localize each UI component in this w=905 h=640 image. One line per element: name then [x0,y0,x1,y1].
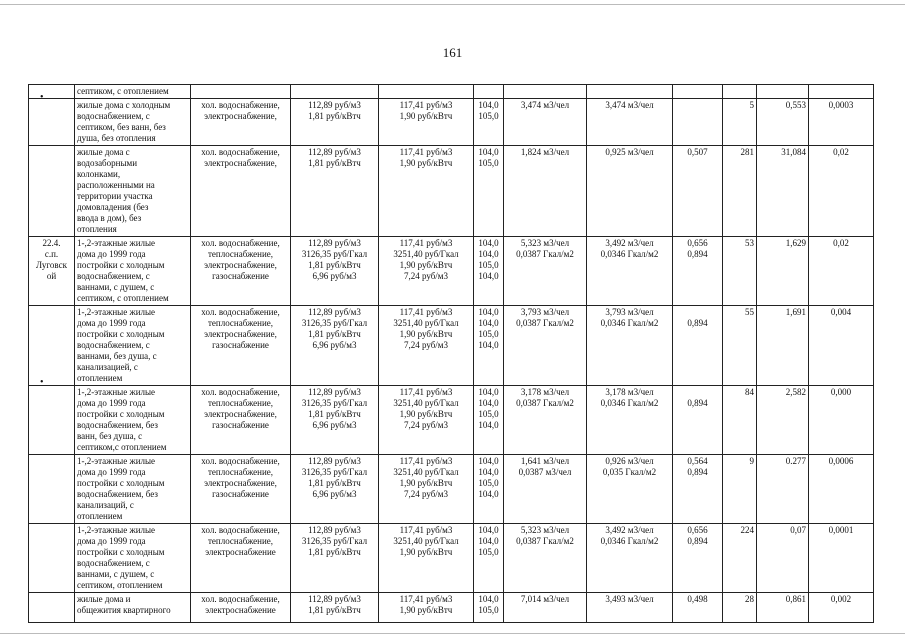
cell-share: 0,0003 [809,99,874,146]
cell-count: 9 [723,455,757,524]
cell-tariff-current: 112,89 руб/м3 3126,35 руб/Гкал 1,81 руб/кВтч 6,96 руб/м3 [291,237,379,306]
cell-tariff-current: 112,89 руб/м3 1,81 руб/кВтч [291,146,379,237]
cell-count [723,85,757,99]
cell-coefficient: 0,894 [673,306,723,386]
cell-norm-new: 3,492 м3/чел 0,0346 Гкал/м2 [587,524,673,593]
cell-tariff-current: 112,89 руб/м3 1,81 руб/кВтч [291,99,379,146]
cell-building-type: жилые дома с холодным водоснабжением, с септиком, без ванн, без душа, без отопления [75,99,191,146]
cell-section [29,85,75,99]
cell-coefficient [673,99,723,146]
cell-building-type: 1-,2-этажные жилые дома до 1999 года постройки с холодным водоснабжением, с ваннами, с душем, с септиком, с отоплением [75,237,191,306]
cell-tariff-new: 117,41 руб/м3 3251,40 руб/Гкал 1,90 руб/кВтч 7,24 руб/м3 [379,306,474,386]
table-row [29,386,874,455]
cell-tariff-current: 112,89 руб/м3 3126,35 руб/Гкал 1,81 руб/кВтч 6,96 руб/м3 [291,455,379,524]
cell-services: хол. водоснабжение, электроснабжение, [191,99,291,146]
cell-norm-current: 7,014 м3/чел [504,593,587,623]
cell-norm-new: 3,178 м3/чел 0,0346 Гкал/м2 [587,386,673,455]
cell-services: хол. водоснабжение, теплоснабжение, электроснабжение, газоснабжение [191,386,291,455]
table-row [29,237,874,306]
cell-norm-current [504,85,587,99]
cell-amount: 1,629 [757,237,809,306]
cell-index: 104,0 104,0 105,0 104,0 [474,455,504,524]
cell-norm-new: 0,925 м3/чел [587,146,673,237]
cell-norm-current: 3,474 м3/чел [504,99,587,146]
cell-building-type: жилые дома и общежития квартирного [75,593,191,623]
cell-share: 0,000 [809,386,874,455]
cell-tariff-new [379,85,474,99]
scan-top-edge [0,4,905,5]
page-number: 161 [442,45,463,60]
cell-tariff-current: 112,89 руб/м3 3126,35 руб/Гкал 1,81 руб/кВтч 6,96 руб/м3 [291,306,379,386]
cell-section [29,306,75,386]
cell-section [29,146,75,237]
cell-norm-current: 3,178 м3/чел 0,0387 Гкал/м2 [504,386,587,455]
cell-building-type: 1-,2-этажные жилые дома до 1999 года постройки с холодным водоснабжением, без канализаций, с отоплением [75,455,191,524]
cell-index: 104,0 104,0 105,0 104,0 [474,386,504,455]
cell-norm-current: 5,323 м3/чел 0,0387 Гкал/м2 [504,524,587,593]
cell-index: 104,0 104,0 105,0 104,0 [474,237,504,306]
cell-norm-new: 3,493 м3/чел [587,593,673,623]
cell-index: 104,0 105,0 [474,99,504,146]
tariff-table [28,84,874,623]
cell-tariff-new: 117,41 руб/м3 3251,40 руб/Гкал 1,90 руб/кВтч [379,524,474,593]
cell-section: 22.4. с.п. Луговск ой [29,237,75,306]
cell-tariff-current: 112,89 руб/м3 3126,35 руб/Гкал 1,81 руб/кВтч 6,96 руб/м3 [291,386,379,455]
cell-count: 224 [723,524,757,593]
cell-count: 281 [723,146,757,237]
cell-services: хол. водоснабжение, теплоснабжение, электроснабжение, газоснабжение [191,237,291,306]
cell-building-type: 1-,2-этажные жилые дома до 1999 года постройки с холодным водоснабжением, с ваннами, с душем, с септиком, отоплением [75,524,191,593]
cell-building-type: септиком, с отоплением [75,85,191,99]
cell-tariff-new: 117,41 руб/м3 3251,40 руб/Гкал 1,90 руб/кВтч 7,24 руб/м3 [379,237,474,306]
cell-index: 104,0 104,0 105,0 104,0 [474,306,504,386]
cell-amount: 0.277 [757,455,809,524]
table-row [29,306,874,386]
cell-share: 0,004 [809,306,874,386]
cell-count: 84 [723,386,757,455]
cell-building-type: жилые дома с водозаборными колонками, расположенными на территории участка домовладения (без ввода в дом), без отопления [75,146,191,237]
cell-coefficient: 0,656 0,894 [673,524,723,593]
cell-section [29,524,75,593]
margin-mark: • [40,377,44,388]
cell-building-type: 1-,2-этажные жилые дома до 1999 года постройки с холодным водоснабжением, с ваннами, без душа, с канализацией, с отоплением [75,306,191,386]
cell-share: 0,0001 [809,524,874,593]
cell-index: 104,0 104,0 105,0 [474,524,504,593]
table-row [29,146,874,237]
cell-amount: 0,07 [757,524,809,593]
cell-norm-current: 5,323 м3/чел 0,0387 Гкал/м2 [504,237,587,306]
margin-mark: • [40,92,44,103]
cell-share [809,85,874,99]
cell-count: 55 [723,306,757,386]
cell-amount: 2,582 [757,386,809,455]
scan-bottom-edge [0,633,905,634]
cell-share: 0,002 [809,593,874,623]
cell-norm-new: 3,793 м3/чел 0,0346 Гкал/м2 [587,306,673,386]
cell-coefficient: 0,656 0,894 [673,237,723,306]
cell-norm-new: 0,926 м3/чел 0,035 Гкал/м2 [587,455,673,524]
table-row [29,85,874,99]
cell-section [29,386,75,455]
cell-coefficient: 0,507 [673,146,723,237]
cell-coefficient [673,85,723,99]
table-row [29,593,874,623]
cell-amount: 1,691 [757,306,809,386]
cell-norm-current: 1,641 м3/чел 0,0387 м3/чел [504,455,587,524]
cell-coefficient: 0,564 0,894 [673,455,723,524]
cell-count: 53 [723,237,757,306]
cell-tariff-new: 117,41 руб/м3 3251,40 руб/Гкал 1,90 руб/кВтч 7,24 руб/м3 [379,455,474,524]
cell-tariff-current: 112,89 руб/м3 1,81 руб/кВтч [291,593,379,623]
cell-amount [757,85,809,99]
cell-tariff-current [291,85,379,99]
cell-section [29,455,75,524]
cell-norm-current: 3,793 м3/чел 0,0387 Гкал/м2 [504,306,587,386]
cell-coefficient: 0,498 [673,593,723,623]
cell-services [191,85,291,99]
table-row [29,524,874,593]
cell-norm-new: 3,492 м3/чел 0,0346 Гкал/м2 [587,237,673,306]
cell-amount: 31,084 [757,146,809,237]
cell-building-type: 1-,2-этажные жилые дома до 1999 года постройки с холодным водоснабжением, без ванн, без душа, с септиком,с отоплением [75,386,191,455]
cell-section [29,593,75,623]
cell-share: 0,02 [809,237,874,306]
cell-share: 0,0006 [809,455,874,524]
cell-section [29,99,75,146]
cell-amount: 0,553 [757,99,809,146]
cell-norm-current: 1,824 м3/чел [504,146,587,237]
cell-services: хол. водоснабжение, электроснабжение, [191,146,291,237]
cell-index [474,85,504,99]
cell-tariff-new: 117,41 руб/м3 1,90 руб/кВтч [379,99,474,146]
cell-services: хол. водоснабжение, теплоснабжение, электроснабжение, газоснабжение [191,455,291,524]
cell-tariff-new: 117,41 руб/м3 3251,40 руб/Гкал 1,90 руб/кВтч 7,24 руб/м3 [379,386,474,455]
cell-index: 104,0 105,0 [474,146,504,237]
table-row [29,455,874,524]
cell-index: 104,0 105,0 [474,593,504,623]
table-row [29,99,874,146]
cell-share: 0,02 [809,146,874,237]
cell-norm-new: 3,474 м3/чел [587,99,673,146]
cell-tariff-current: 112,89 руб/м3 3126,35 руб/Гкал 1,81 руб/кВтч [291,524,379,593]
cell-services: хол. водоснабжение, теплоснабжение, электроснабжение [191,524,291,593]
cell-amount: 0,861 [757,593,809,623]
cell-tariff-new: 117,41 руб/м3 1,90 руб/кВтч [379,593,474,623]
cell-services: хол. водоснабжение, теплоснабжение, электроснабжение, газоснабжение [191,306,291,386]
cell-norm-new [587,85,673,99]
cell-tariff-new: 117,41 руб/м3 1,90 руб/кВтч [379,146,474,237]
cell-services: хол. водоснабжение, электроснабжение [191,593,291,623]
cell-count: 5 [723,99,757,146]
cell-count: 28 [723,593,757,623]
cell-coefficient: 0,894 [673,386,723,455]
